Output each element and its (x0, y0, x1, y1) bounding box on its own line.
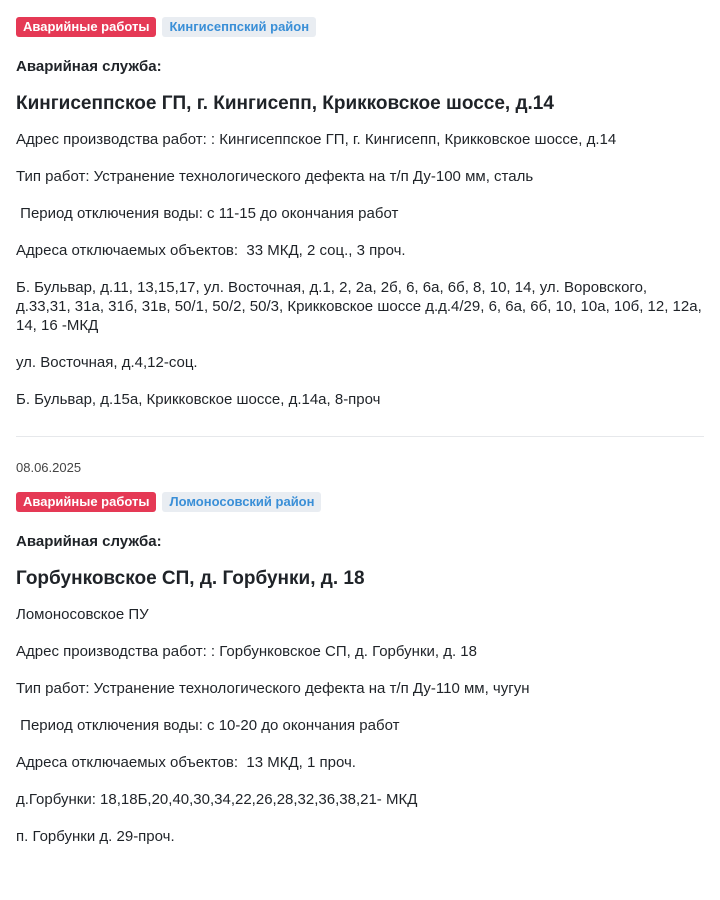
entry-tags (16, 492, 704, 512)
entry-title: Кингисеппское ГП, г. Кингисепп, Крикковское шоссе, д.14 (16, 93, 554, 114)
work-type: Тип работ: Устранение технологического дефекта на т/п Ду-100 мм, сталь (16, 168, 534, 185)
service-label: Аварийная служба: (16, 58, 162, 75)
entry-title: Горбунковское СП, д. Горбунки, д. 18 (16, 568, 365, 589)
work-address: Адрес производства работ: : Горбунковское СП, д. Горбунки, д. 18 (16, 643, 477, 660)
affected-objects: Адреса отключаемых объектов: 33 МКД, 2 соц., 3 проч. (16, 242, 406, 259)
work-type-badge[interactable]: Аварийные работы (16, 17, 156, 37)
service-label: Аварийная служба: (16, 533, 162, 550)
district-badge[interactable]: Ломоносовский район (162, 492, 321, 512)
affected-addresses-other: п. Горбунки д. 29-проч. (16, 828, 175, 845)
entry-tags (16, 17, 704, 37)
outage-feed (0, 17, 720, 846)
outage-period: Период отключения воды: с 11-15 до окончания работ (16, 205, 399, 222)
work-type: Тип работ: Устранение технологического дефекта на т/п Ду-110 мм, чугун (16, 680, 530, 697)
entry-subtitle: Ломоносовское ПУ (16, 606, 149, 623)
work-address: Адрес производства работ: : Кингисеппское ГП, г. Кингисепп, Крикковское шоссе, д.14 (16, 131, 617, 148)
district-badge[interactable]: Кингисеппский район (162, 17, 316, 37)
entry-divider (16, 436, 704, 437)
affected-addresses-other: Б. Бульвар, д.15а, Крикковское шоссе, д.14а, 8-проч (16, 391, 381, 408)
work-type-badge[interactable]: Аварийные работы (16, 492, 156, 512)
affected-addresses-social: ул. Восточная, д.4,12-соц. (16, 354, 198, 371)
outage-entry (16, 459, 704, 846)
entry-date: 08.06.2025 (16, 460, 82, 475)
outage-period: Период отключения воды: с 10-20 до окончания работ (16, 717, 400, 734)
affected-objects: Адреса отключаемых объектов: 13 МКД, 1 проч. (16, 754, 356, 771)
affected-addresses-mkd: Б. Бульвар, д.11, 13,15,17, ул. Восточная, д.1, 2, 2а, 2б, 6, 6а, 6б, 8, 10, 14, ул. Воровского, д.33,31, 31а, 31б, 31в, 50/1, 50/2, 50/3, Крикковское шоссе д.д.4/29, 6, 6а, 6б, 10, 10а, 10б, 12, 12а, 14, 16 -МКД (16, 279, 702, 334)
outage-entry (16, 17, 704, 409)
affected-addresses-mkd: д.Горбунки: 18,18Б,20,40,30,34,22,26,28,32,36,38,21- МКД (16, 791, 418, 808)
